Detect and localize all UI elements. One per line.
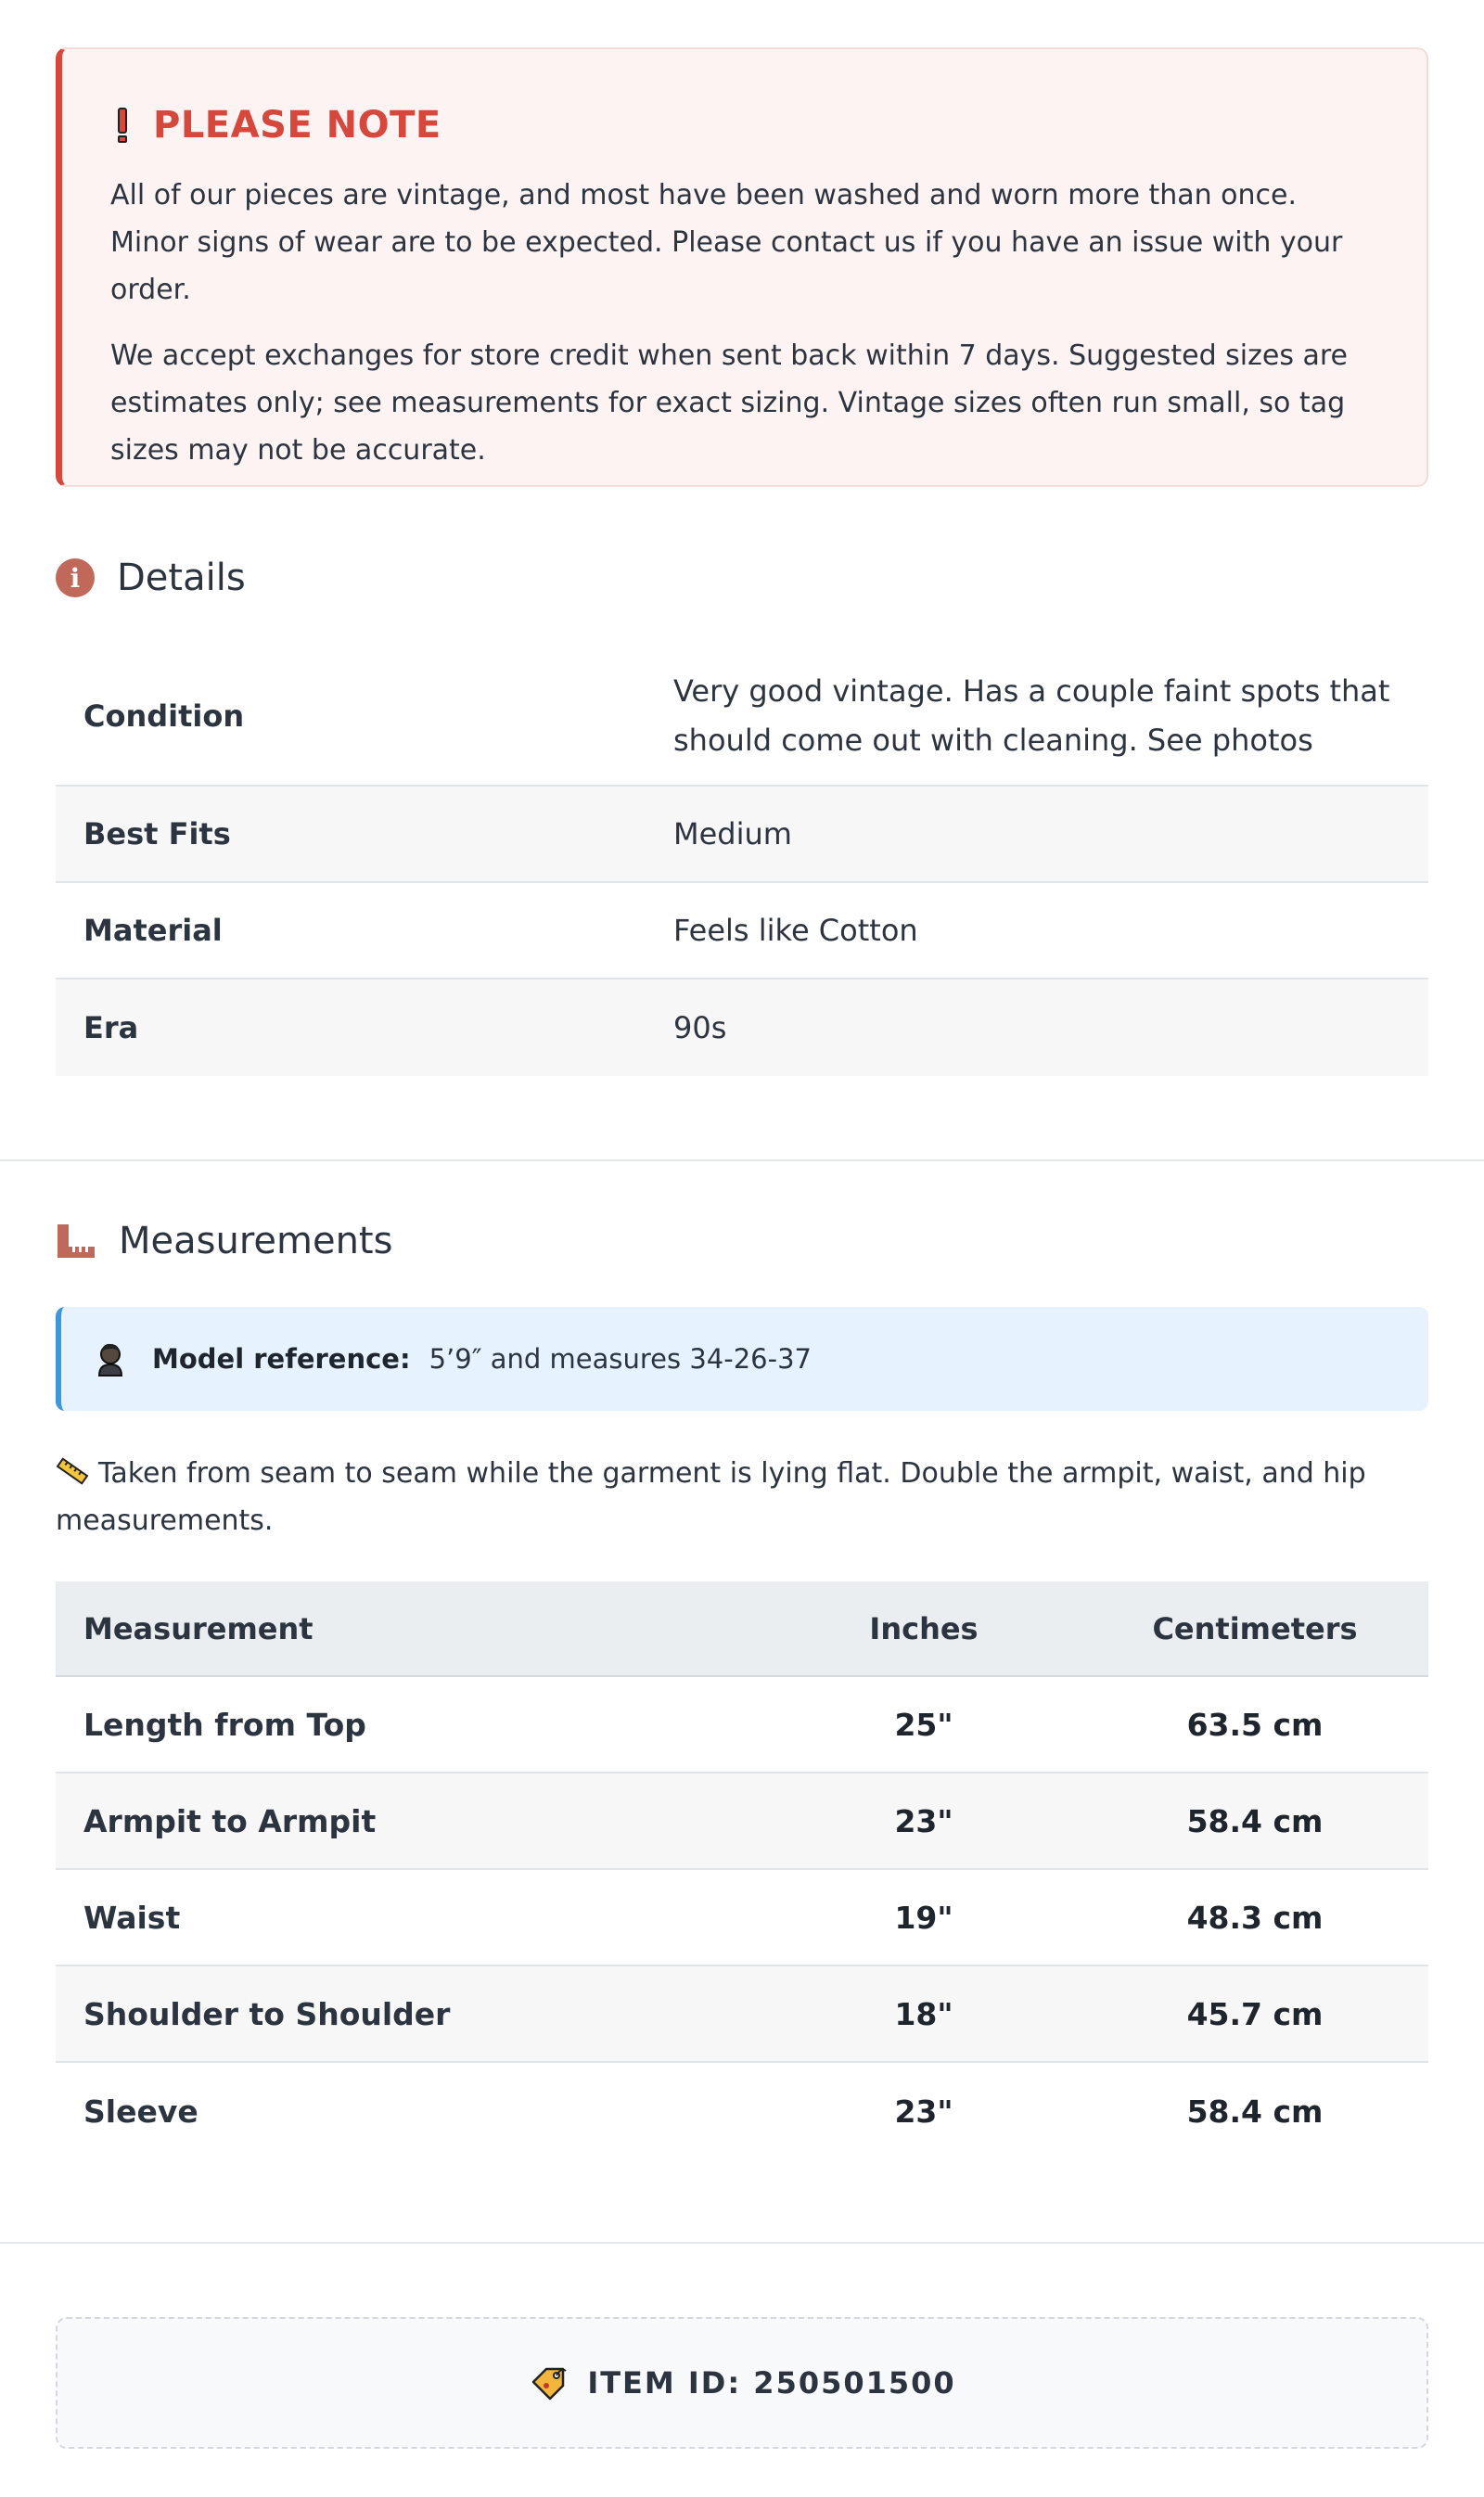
item-id-box	[56, 2317, 1428, 2449]
measurement-inches: 25"	[894, 1706, 953, 1743]
measurement-cm: 48.3 cm	[1186, 1899, 1324, 1936]
notice-paragraph-exchanges: We accept exchanges for store credit when sent back within 7 days. Suggested sizes are estimates only; see measurements for exact sizing. Vintage sizes often run small, so tag sizes may not be accurate.	[110, 339, 1349, 467]
measurements-table-header	[56, 1581, 1428, 1677]
notice-paragraph-wear: All of our pieces are vintage, and most have been washed and worn more than once. Minor signs of wear are to be expected. Please contact us if you have an issue with your order.	[110, 179, 1343, 306]
details-value: Very good vintage. Has a couple faint spots that should come out with cleaning. See photos	[673, 673, 1390, 758]
details-label: Condition	[83, 698, 245, 734]
measurement-inches: 19"	[894, 1899, 953, 1936]
details-title: Details	[117, 557, 246, 599]
measurement-name: Length from Top	[83, 1706, 366, 1743]
details-value: 90s	[673, 1009, 727, 1045]
details-section-header	[56, 552, 246, 604]
measurements-table	[56, 1581, 1428, 2159]
measurement-inches: 18"	[894, 1995, 953, 2032]
details-value: Medium	[673, 815, 792, 852]
item-id-text: ITEM ID: 250501500	[587, 2365, 956, 2401]
table-row	[56, 2063, 1428, 2159]
notice-title: PLEASE NOTE	[153, 104, 441, 147]
measurement-cm: 58.4 cm	[1186, 1802, 1324, 1839]
section-divider	[0, 2242, 1484, 2244]
model-reference-label: Model reference:	[152, 1343, 411, 1375]
details-label: Material	[83, 913, 223, 948]
person-icon	[95, 1341, 126, 1377]
details-row-best-fits	[56, 787, 1428, 883]
details-label: Best Fits	[83, 816, 231, 852]
column-header-centimeters: Centimeters	[1152, 1610, 1358, 1646]
details-row-material	[56, 883, 1428, 980]
column-header-measurement: Measurement	[83, 1610, 313, 1646]
details-label: Era	[83, 1010, 139, 1045]
model-reference-value: 5’9″ and measures 34-26-37	[429, 1343, 812, 1375]
details-value: Feels like Cotton	[673, 912, 918, 948]
ruler-icon	[56, 1223, 96, 1260]
measurement-cm: 58.4 cm	[1186, 2093, 1324, 2130]
please-note-callout	[56, 47, 1428, 487]
pencil-ruler-icon	[56, 1456, 89, 1486]
measurement-cm: 45.7 cm	[1186, 1995, 1324, 2032]
column-header-inches: Inches	[869, 1610, 979, 1646]
tag-icon	[528, 2365, 567, 2401]
table-row	[56, 1677, 1428, 1774]
measurements-title: Measurements	[119, 1220, 393, 1262]
section-divider	[0, 1159, 1484, 1161]
measuring-note	[56, 1450, 1428, 1544]
measurement-cm: 63.5 cm	[1186, 1706, 1324, 1743]
notice-header	[110, 103, 1378, 147]
measurement-name: Armpit to Armpit	[83, 1802, 377, 1839]
details-row-condition	[56, 647, 1428, 787]
model-reference-callout	[56, 1307, 1428, 1411]
measurements-section-header	[56, 1215, 392, 1267]
table-row	[56, 1870, 1428, 1966]
measurement-name: Sleeve	[83, 2093, 198, 2130]
details-row-era	[56, 980, 1428, 1076]
measurement-inches: 23"	[894, 2093, 953, 2130]
measurement-inches: 23"	[894, 1802, 953, 1839]
table-row	[56, 1774, 1428, 1870]
table-row	[56, 1966, 1428, 2063]
info-icon: i	[56, 558, 95, 597]
measurement-name: Shoulder to Shoulder	[83, 1995, 451, 2032]
details-table	[56, 647, 1428, 1076]
exclamation-icon	[116, 108, 129, 143]
measurement-name: Waist	[83, 1899, 181, 1936]
measuring-note-text: Taken from seam to seam while the garment is lying flat. Double the armpit, waist, and hip measurements.	[56, 1457, 1366, 1537]
